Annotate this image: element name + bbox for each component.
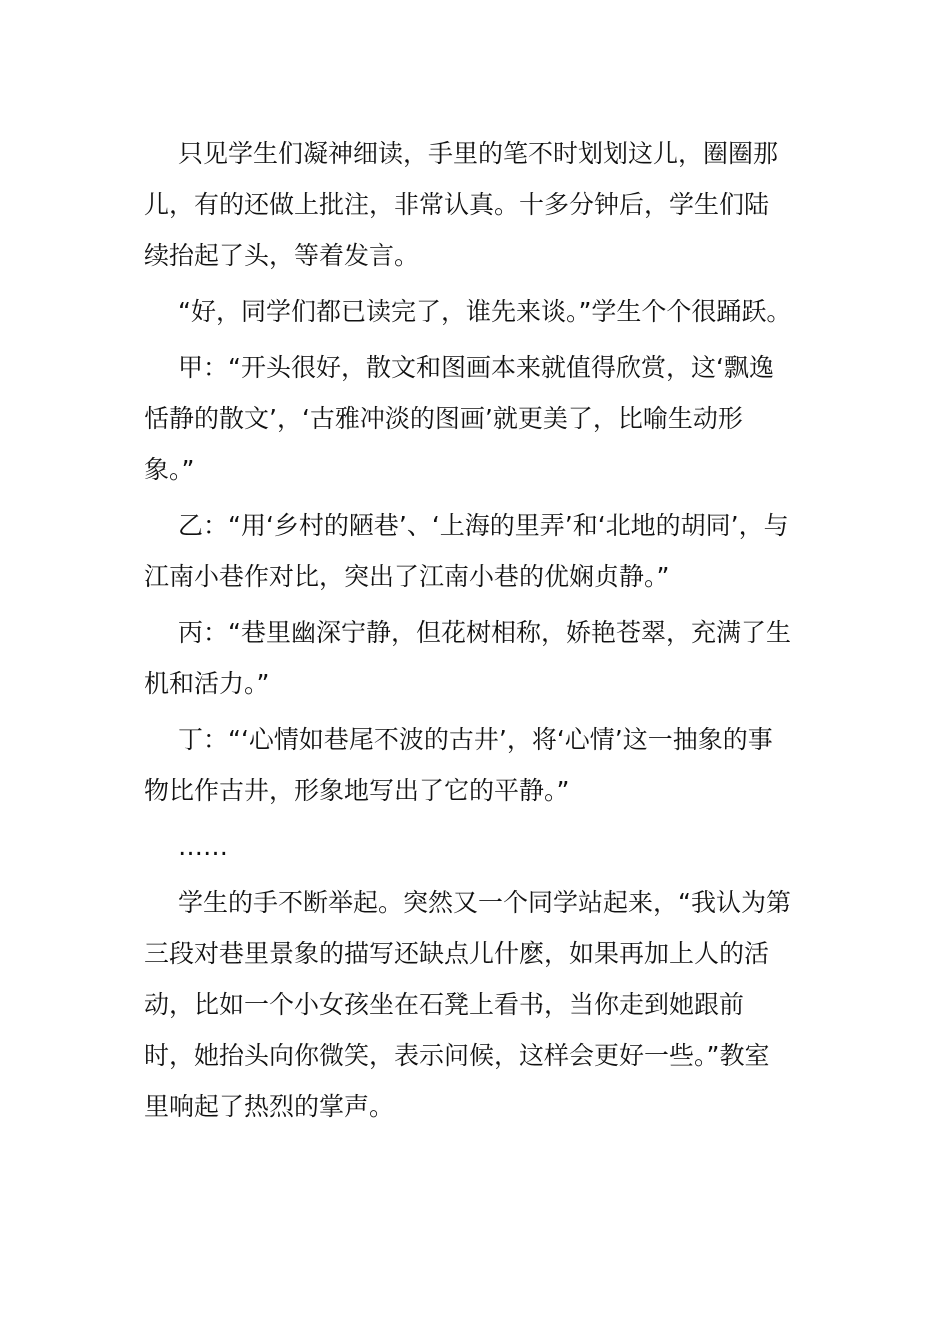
paragraph-ellipsis: …… [178,832,228,861]
paragraph-student-bing: 丙：“巷里幽深宁静，但花树相称，娇艳苍翠，充满了生机和活力。” [144,618,791,698]
paragraph-teacher-prompt: “好，同学们都已读完了，谁先来谈。”学生个个很踊跃。 [178,297,792,326]
paragraph-student-ding: 丁：“‘心情如巷尾不波的古井’，将‘心情’这一抽象的事物比作古井，形象地写出了它的平静。” [144,725,773,805]
paragraph-reading: 只见学生们凝神细读，手里的笔不时划划这儿，圈圈那儿，有的还做上批注，非常认真。十多分钟后，学生们陆续抬起了头，等着发言。 [144,139,779,270]
paragraph-conclusion: 学生的手不断举起。突然又一个同学站起来，“我认为第三段对巷里景象的描写还缺点儿什麽，如果再加上人的活动，比如一个小女孩坐在石凳上看书，当你走到她跟前时，她抬头向你微笑，表示问候，这样会更好一些。”教室里响起了热烈的掌声。 [144,888,791,1121]
paragraph-student-jia: 甲：“开头很好，散文和图画本来就值得欣赏，这‘飘逸恬静的散文’，‘古雅冲淡的图画’就更美了，比喻生动形象。” [144,353,774,484]
body-text [144,128,792,1137]
paragraph-student-yi: 乙：“用‘乡村的陋巷’、‘上海的里弄’和‘北地的胡同’，与江南小巷作对比，突出了江南小巷的优娴贞静。” [144,511,789,591]
